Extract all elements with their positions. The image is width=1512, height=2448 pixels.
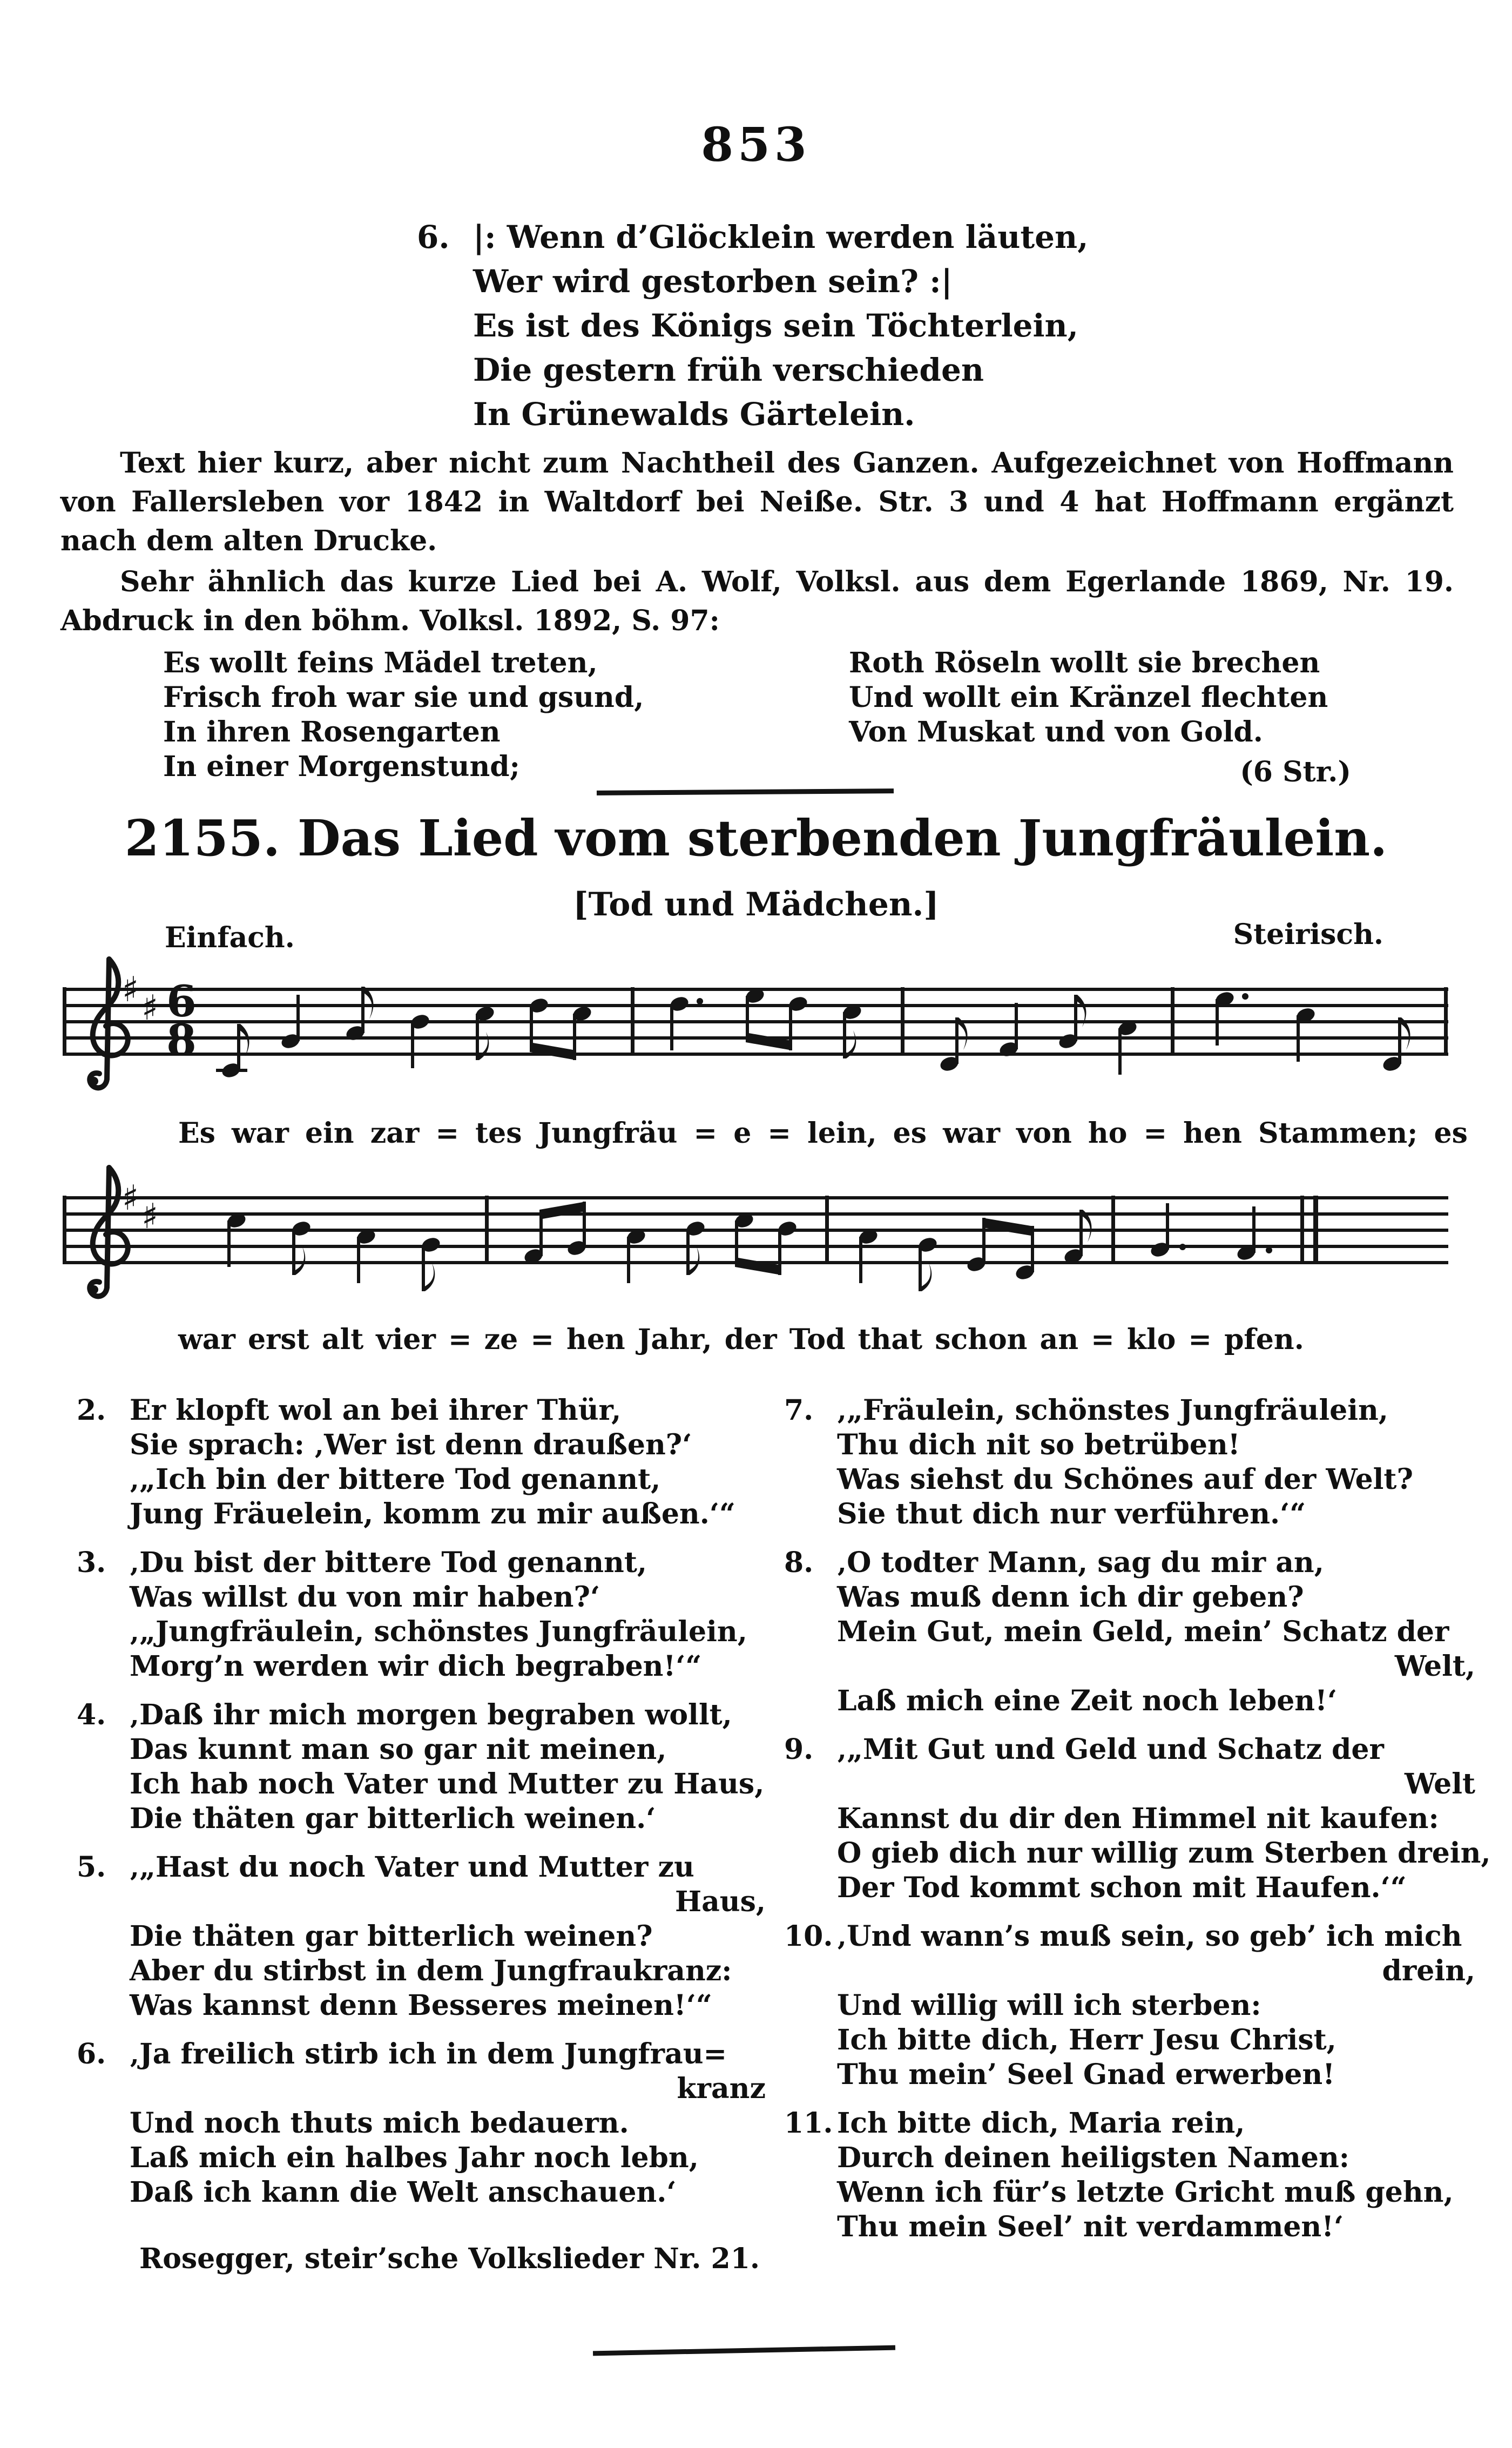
verse-line: ‚„Fräulein, schönstes Jungfräulein,: [837, 1394, 1388, 1427]
verse-line: ‚Ja freilich stirb ich in dem Jungfrau=: [130, 2038, 727, 2071]
quote-line: Von Muskat und von Gold.: [849, 716, 1263, 748]
intro-verse: [417, 215, 1088, 436]
verse-line: Wer wird gestorben sein? :|: [473, 263, 953, 300]
quote-line: Roth Röseln wollt sie brechen: [849, 646, 1320, 679]
verse-line-continuation: Welt,: [1394, 1650, 1475, 1683]
sharp-icon: ♯: [122, 970, 139, 1010]
sharp-icon: ♯: [122, 1178, 139, 1218]
verse-line: In Grünewalds Gärtelein.: [473, 396, 915, 433]
verse-number: 11.: [784, 2107, 833, 2140]
notes: [216, 987, 1410, 1080]
verse-column-right: [784, 1393, 1491, 2258]
verse-line: Sie sprach: ‚Wer ist denn draußen?‘: [130, 1428, 692, 1461]
verse-line: Durch deinen heiligsten Namen:: [837, 2141, 1349, 2174]
verse-line-continuation: kranz: [677, 2072, 766, 2105]
quote-right-column: [849, 646, 1351, 790]
quote-line: Es wollt feins Mädel treten,: [163, 646, 598, 679]
verse-number: 10.: [784, 1920, 833, 1953]
quote-left-column: [163, 646, 644, 784]
verse-line: ‚„Jungfräulein, schönstes Jungfräulein,: [130, 1615, 747, 1648]
commentary-paragraph-2: Sehr ähnlich das kurze Lied bei A. Wolf, Volksl. aus dem Egerlande 1869, Nr. 19. Abdruck in den böhm. Volksl. 1892, S. 97:: [60, 565, 1454, 637]
verse-line: Ich bitte dich, Maria rein,: [837, 2107, 1245, 2140]
verse-line: Die thäten gar bitterlich weinen.‘: [130, 1802, 656, 1835]
verse-line: Ich bitte dich, Herr Jesu Christ,: [837, 2024, 1336, 2056]
verse-line: Thu mein’ Seel Gnad erwerben!: [837, 2058, 1335, 2091]
source-citation: Rosegger, steir’sche Volkslieder Nr. 21.: [139, 2242, 760, 2275]
verse-line: Das kunnt man so gar nit meinen,: [130, 1733, 667, 1766]
verse-line: Was kannst denn Besseres meinen!‘“: [130, 1989, 712, 2022]
verse-number: 8.: [784, 1546, 814, 1579]
song-subtitle: [Tod und Mädchen.]: [573, 886, 939, 923]
verse-line: Sie thut dich nur verführen.‘“: [837, 1498, 1306, 1530]
quote-line: Und wollt ein Kränzel flechten: [849, 681, 1328, 714]
verse-number: 2.: [77, 1394, 106, 1427]
verse-line: ‚Daß ihr mich morgen begraben wollt,: [130, 1698, 732, 1731]
verse-2: [77, 1393, 766, 1532]
verse-line: Jung Fräuelein, komm zu mir außen.‘“: [130, 1498, 735, 1530]
verse-line: Thu mein Seel’ nit verdammen!‘: [837, 2210, 1344, 2243]
verse-line: ‚„Ich bin der bittere Tod genannt,: [130, 1463, 661, 1496]
verse-line: Die gestern früh verschieden: [473, 352, 984, 388]
quote-line: In ihren Rosengarten: [163, 716, 501, 748]
verse-10: [784, 1919, 1475, 2092]
verse-line: Mein Gut, mein Geld, mein’ Schatz der: [837, 1615, 1449, 1648]
quote-line: In einer Morgenstund;: [163, 750, 520, 783]
divider-rule-top: [597, 788, 894, 795]
divider-rule-bottom: [593, 2345, 895, 2356]
verse-4: [77, 1698, 766, 1836]
verse-7: [784, 1393, 1475, 1532]
song-number-title: 2155. Das Lied vom sterbenden Jungfräulein.: [124, 809, 1388, 867]
verse-line: Es ist des Königs sein Töchterlein,: [473, 307, 1078, 344]
verse-line: ‚Und wann’s muß sein, so geb’ ich mich: [837, 1920, 1462, 1953]
verse-line: Und noch thuts mich bedauern.: [130, 2107, 629, 2140]
verse-number: 6.: [417, 219, 450, 255]
verse-line: Aber du stirbst in dem Jungfraukranz:: [130, 1954, 732, 1987]
verse-line: Was muß denn ich dir geben?: [837, 1581, 1304, 1614]
verse-9: [784, 1732, 1491, 1905]
verse-line: Thu dich nit so betrüben!: [837, 1428, 1240, 1461]
commentary-paragraph-1: Text hier kurz, aber nicht zum Nachtheil des Ganzen. Aufgezeichnet von Hoffmann von Fallersleben vor 1842 in Waltdorf bei Neiße. Str. 3 und 4 hat Hoffmann ergänzt nach dem alten Drucke.: [60, 447, 1454, 557]
verse-line: Kannst du dir den Himmel nit kaufen:: [837, 1802, 1439, 1835]
sharp-icon: ♯: [141, 988, 158, 1028]
verse-number: 6.: [77, 2038, 106, 2071]
style-label: Steirisch.: [1233, 918, 1383, 951]
verse-line: Ich hab noch Vater und Mutter zu Haus,: [130, 1768, 765, 1800]
verse-line: Und willig will ich sterben:: [837, 1989, 1261, 2022]
verse-line: O gieb dich nur willig zum Sterben drein,: [837, 1837, 1491, 1870]
verse-line: Die thäten gar bitterlich weinen?: [130, 1920, 653, 1953]
verse-line-continuation: Welt: [1404, 1768, 1475, 1800]
verse-line: Was siehst du Schönes auf der Welt?: [837, 1463, 1413, 1496]
verse-6: [77, 2037, 766, 2210]
verse-line: Wenn ich für’s letzte Gricht muß gehn,: [837, 2176, 1454, 2209]
stanza-count: (6 Str.): [1240, 756, 1351, 788]
verse-number: 7.: [784, 1394, 814, 1427]
verse-line-continuation: Haus,: [674, 1885, 766, 1918]
time-signature: [166, 976, 197, 1065]
verse-3: [77, 1546, 766, 1684]
svg-text:8: 8: [166, 1015, 197, 1065]
music-staff-2: [58, 1149, 1454, 1327]
verse-line: Er klopft wol an bei ihrer Thür,: [130, 1394, 622, 1427]
verse-line: ‚„Mit Gut und Geld und Schatz der: [837, 1733, 1384, 1766]
verse-line: Der Tod kommt schon mit Haufen.‘“: [837, 1871, 1407, 1904]
verse-line-continuation: drein,: [1382, 1954, 1475, 1987]
music-staff-1: [58, 941, 1454, 1119]
quote-line: Frisch froh war sie und gsund,: [163, 681, 644, 714]
svg-text:6: 6: [166, 976, 197, 1027]
verse-5: [77, 1850, 766, 2023]
verse-8: [784, 1546, 1475, 1718]
verse-number: 3.: [77, 1546, 106, 1579]
verse-line: Laß mich eine Zeit noch leben!‘: [837, 1684, 1338, 1717]
verse-number: 4.: [77, 1698, 106, 1731]
verse-line: ‚Du bist der bittere Tod genannt,: [130, 1546, 647, 1579]
verse-number: 9.: [784, 1733, 814, 1766]
lyrics-line-2: war erst alt vier = ze = hen Jahr, der Tod that schon an = klo = pfen.: [178, 1323, 1304, 1356]
sharp-icon: ♯: [141, 1197, 158, 1237]
verse-column-left: [77, 1393, 766, 2224]
verse-line: Morg’n werden wir dich begraben!‘“: [130, 1650, 702, 1683]
verse-number: 5.: [77, 1851, 106, 1884]
verse-line: Daß ich kann die Welt anschauen.‘: [130, 2176, 677, 2209]
verse-line: ‚O todter Mann, sag du mir an,: [837, 1546, 1324, 1579]
verse-line: [417, 215, 1088, 259]
verse-line: Laß mich ein halbes Jahr noch lebn,: [130, 2141, 699, 2174]
page-number: 853: [701, 118, 811, 172]
verse-11: [784, 2106, 1475, 2244]
tempo-label: Einfach.: [165, 921, 295, 954]
lyrics-line-1: Es war ein zar = tes Jungfräu = e = lein, es war von ho = hen Stammen; es: [178, 1117, 1468, 1150]
verse-line: ‚„Hast du noch Vater und Mutter zu: [130, 1851, 694, 1884]
verse-line: Was willst du von mir haben?‘: [130, 1581, 600, 1614]
verse-line-text: |: Wenn d’Glöcklein werden läuten,: [473, 219, 1089, 255]
